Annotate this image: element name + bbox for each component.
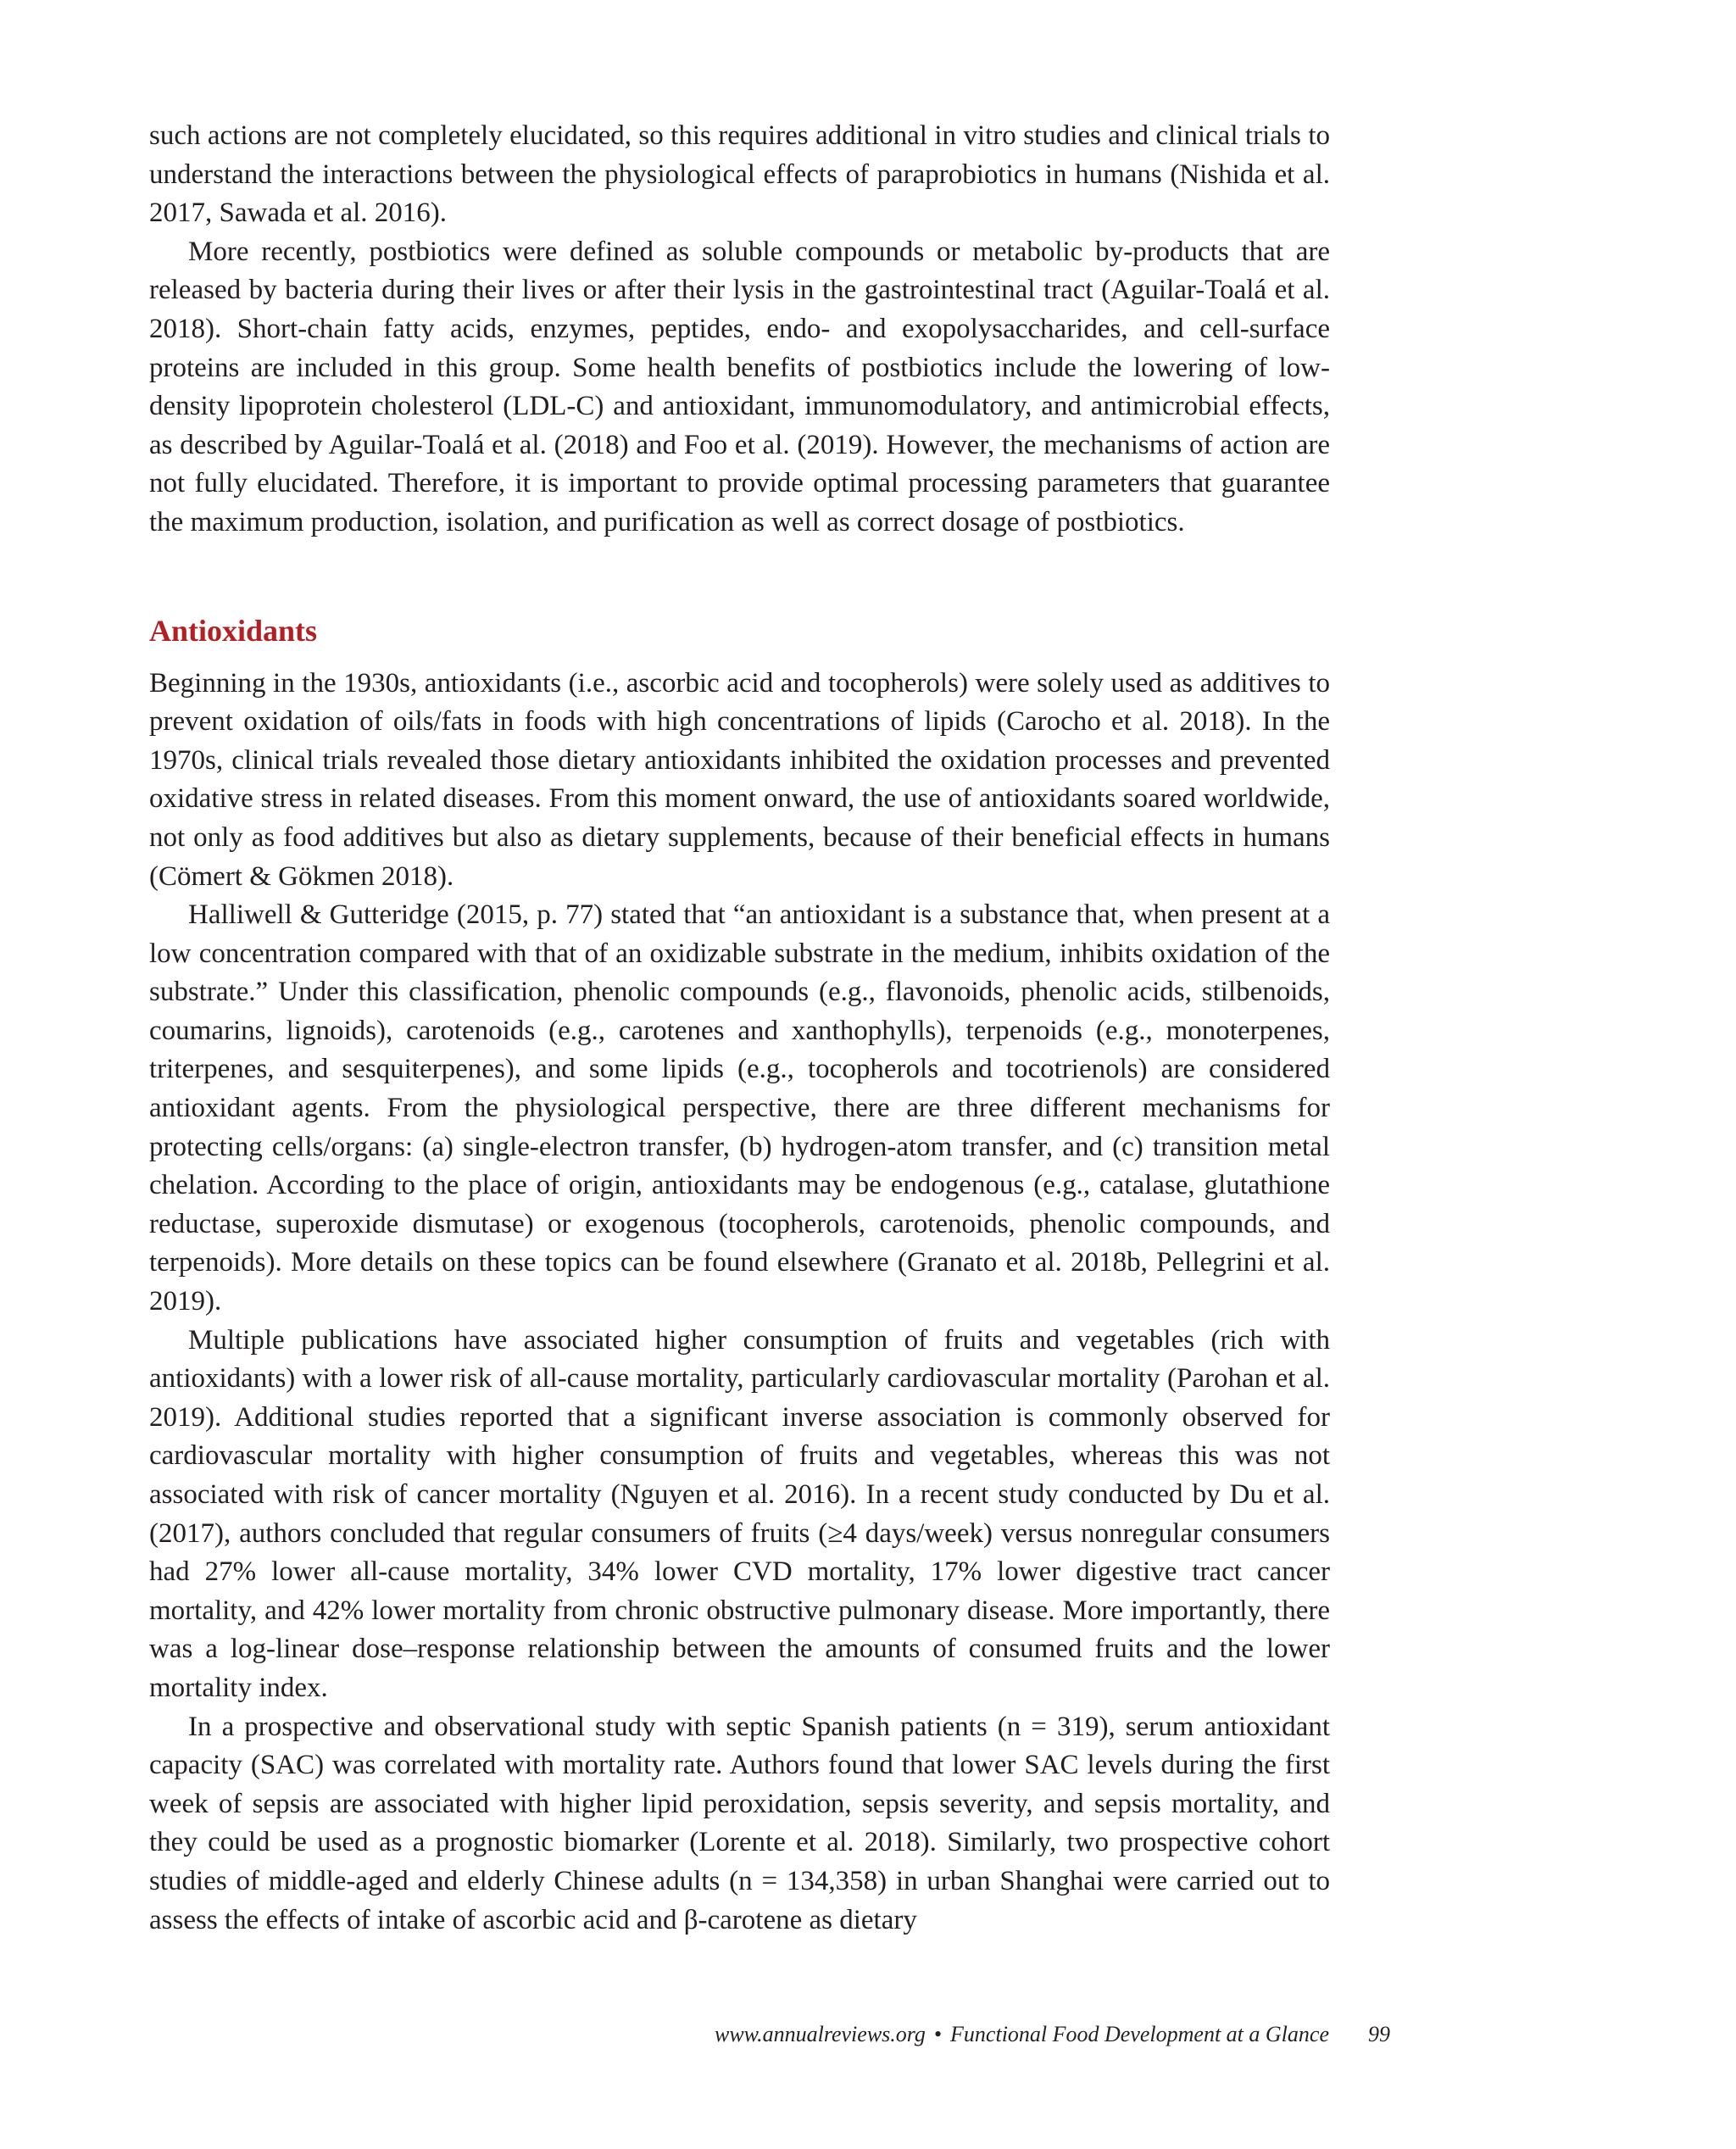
paragraph-4: Halliwell & Gutteridge (2015, p. 77) stated that “an antioxidant is a substance that, when present at a low concentration compared with that of an oxidizable substrate in the medium, inhibits oxidation of the substrate.” Under this classification, phenolic compounds (e.g., flavonoids, phenolic acids, stilbenoids, coumarins, lignoids), carotenoids (e.g., carotenes and xanthophylls), terpenoids (e.g., monoterpenes, triterpenes, and sesquiterpenes), and some lipids (e.g., tocopherols and tocotrienols) are considered antioxidant agents. From the physiological perspective, there are three different mechanisms for protecting cells/organs: (a) single-electron transfer, (b) hydrogen-atom transfer, and (c) transition metal chelation. According to the place of origin, antioxidants may be endogenous (e.g., catalase, glutathione reductase, superoxide dismutase) or exogenous (tocopherols, carotenoids, phenolic compounds, and terpenoids). More details on these topics can be found elsewhere (Granato et al. 2018b, Pellegrini et al. 2019). — [149, 899, 1330, 1317]
section-heading-antioxidants: Antioxidants — [149, 613, 318, 648]
paragraph-3: Beginning in the 1930s, antioxidants (i.e., ascorbic acid and tocopherols) were solely used as additives to prevent oxidation of oils/fats in foods with high concentrations of lipids (Carocho et al. 2018). In the 1970s, clinical trials revealed those dietary antioxidants inhibited the oxidation processes and prevented oxidative stress in related diseases. From this moment onward, the use of antioxidants soared worldwide, not only as food additives but also as dietary supplements, because of their beneficial effects in humans (Cömert & Gökmen 2018). — [149, 667, 1330, 892]
footer-website: www.annualreviews.org — [715, 2022, 926, 2046]
page-body — [149, 117, 1330, 1940]
paragraph-1: such actions are not completely elucidated, so this requires additional in vitro studies and clinical trials to understand the interactions between the physiological effects of paraprobiotics in humans (Nishida et al. 2017, Sawada et al. 2016). — [149, 120, 1330, 229]
footer-bullet: • — [933, 2022, 943, 2046]
page-footer — [0, 2022, 1736, 2056]
page-number: 99 — [1368, 2022, 1390, 2046]
paragraph-2: More recently, postbiotics were defined as soluble compounds or metabolic by-products that are released by bacteria during their lives or after their lysis in the gastrointestinal tract (Aguilar-Toalá et al. 2018). Short-chain fatty acids, enzymes, peptides, endo- and exopolysaccharides, and cell-surface proteins are included in this group. Some health benefits of postbiotics include the lowering of low-density lipoprotein cholesterol (LDL-C) and antioxidant, immunomodulatory, and antimicrobial effects, as described by Aguilar-Toalá et al. (2018) and Foo et al. (2019). However, the mechanisms of action are not fully elucidated. Therefore, it is important to provide optimal processing parameters that guarantee the maximum production, isolation, and purification as well as correct dosage of postbiotics. — [149, 236, 1330, 537]
footer-runner — [715, 2022, 1329, 2047]
footer-running-title: Functional Food Development at a Glance — [950, 2022, 1329, 2046]
paragraph-6: In a prospective and observational study with septic Spanish patients (n = 319), serum antioxidant capacity (SAC) was correlated with mortality rate. Authors found that lower SAC levels during the first week of sepsis are associated with higher lipid peroxidation, sepsis severity, and sepsis mortality, and they could be used as a prognostic biomarker (Lorente et al. 2018). Similarly, two prospective cohort studies of middle-aged and elderly Chinese adults (n = 134,358) in urban Shanghai were carried out to assess the effects of intake of ascorbic acid and β-carotene as dietary — [149, 1711, 1330, 1935]
paragraph-5: Multiple publications have associated higher consumption of fruits and vegetables (rich with antioxidants) with a lower risk of all-cause mortality, particularly cardiovascular mortality (Parohan et al. 2019). Additional studies reported that a significant inverse association is commonly observed for cardiovascular mortality with higher consumption of fruits and vegetables, whereas this was not associated with risk of cancer mortality (Nguyen et al. 2016). In a recent study conducted by Du et al. (2017), authors concluded that regular consumers of fruits (≥4 days/week) versus nonregular consumers had 27% lower all-cause mortality, 34% lower CVD mortality, 17% lower digestive tract cancer mortality, and 42% lower mortality from chronic obstructive pulmonary disease. More importantly, there was a log-linear dose–response relationship between the amounts of consumed fruits and the lower mortality index. — [149, 1324, 1330, 1703]
